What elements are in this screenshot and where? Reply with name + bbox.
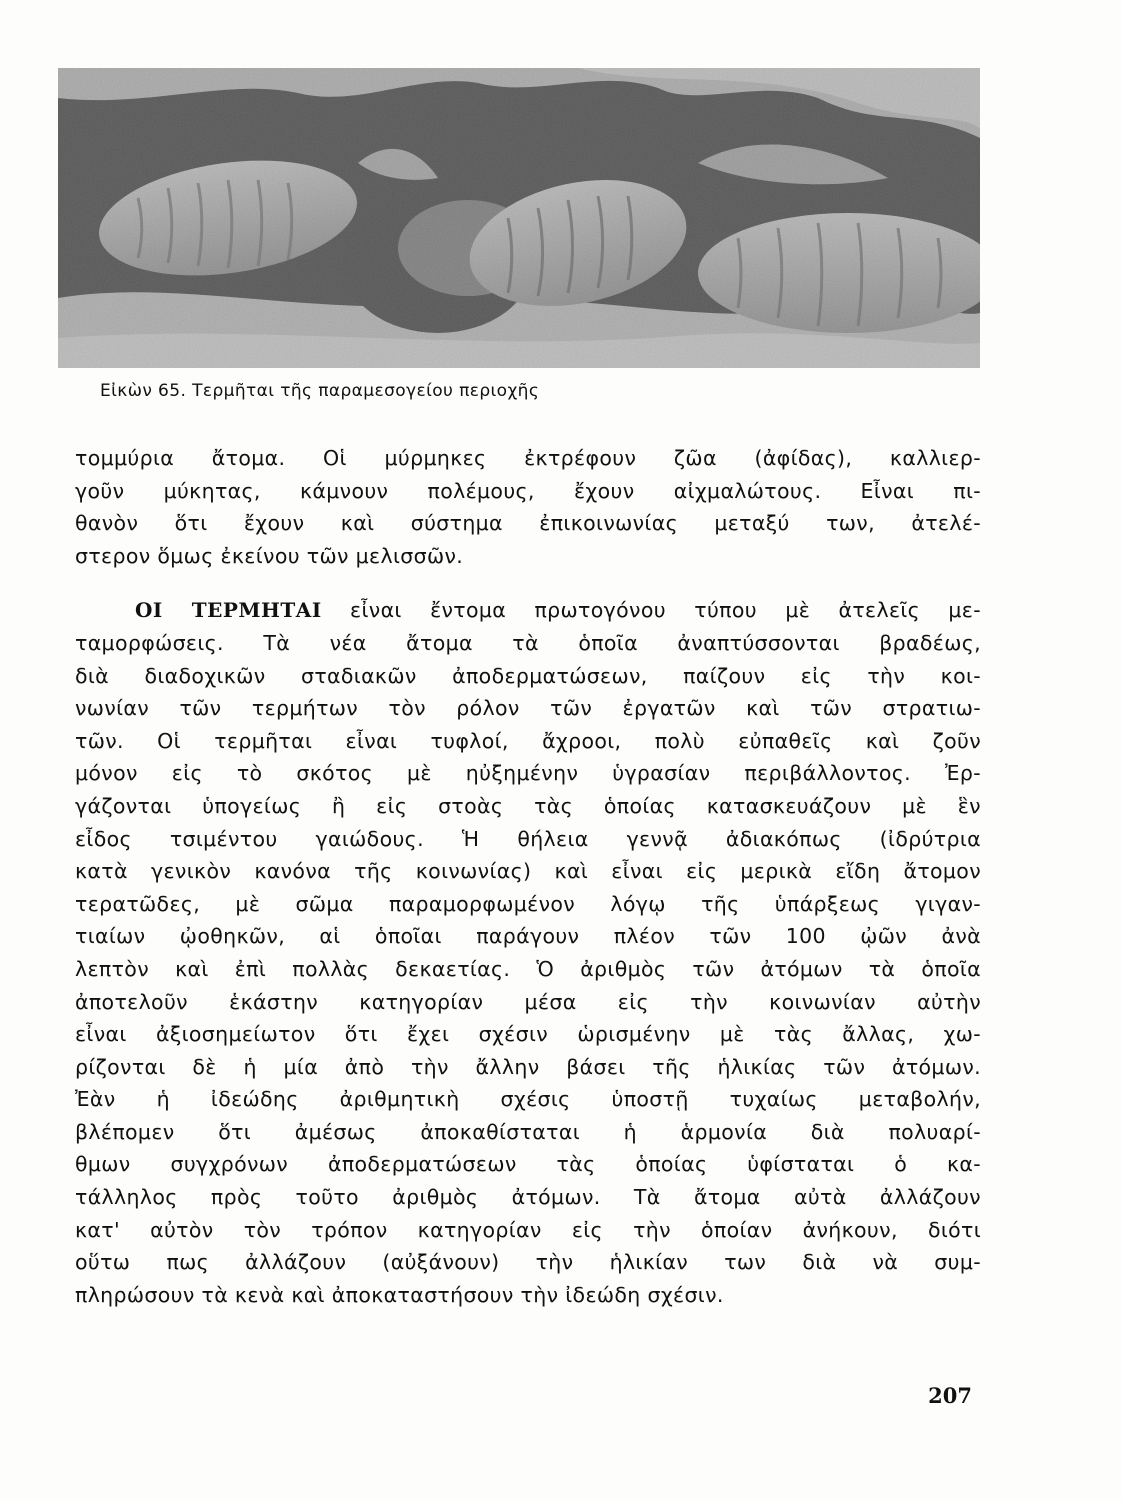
text-line: ταμορφώσεις. Τὰ νέα ἄτομα τὰ ὁποῖα ἀναπτύσσονται βραδέως, (75, 630, 981, 655)
text-line: θανὸν ὅτι ἔχουν καὶ σύστημα ἐπικοινωνίας μεταξύ των, ἀτελέ- (75, 511, 981, 536)
text-line: λεπτὸν καὶ ἐπὶ πολλὰς δεκαετίας. Ὁ ἀριθμὸς τῶν ἀτόμων τὰ ὁποῖα (75, 956, 981, 981)
text-line: πληρώσουν τὰ κενὰ καὶ ἀποκαταστήσουν τὴν ἰδεώδη σχέσιν. (75, 1282, 724, 1307)
text-line: τῶν. Οἱ τερμῆται εἶναι τυφλοί, ἄχροοι, πολὺ εὐπαθεῖς καὶ ζοῦν (75, 728, 981, 753)
text-line: γάζονται ὑπογείως ἢ εἰς στοὰς τὰς ὁποίας κατασκευάζουν μὲ ἓν (75, 793, 981, 818)
text-line: τάλληλος πρὸς τοῦτο ἀριθμὸς ἀτόμων. Τὰ ἄτομα αὐτὰ ἀλλάζουν (75, 1185, 981, 1210)
text-line: τομμύρια ἄτομα. Οἱ μύρμηκες ἐκτρέφουν ζῶα (ἀφίδας), καλλιερ- (75, 446, 981, 470)
text-line: μόνον εἰς τὸ σκότος μὲ ηὐξημένην ὑγρασίαν περιβάλλοντος. Ἐρ- (75, 761, 981, 786)
paragraph-gap (75, 572, 981, 594)
text-line: τιαίων ᾠοθηκῶν, αἱ ὁποῖαι παράγουν πλέον τῶν 100 ᾠῶν ἀνὰ (75, 924, 981, 949)
section-heading: ΟΙ ΤΕΡΜΗΤΑΙ (135, 598, 322, 623)
body-text (75, 442, 981, 1311)
figure-caption: Εἰκὼν 65. Τερμῆται τῆς παραμεσογείου περιοχῆς (100, 381, 540, 401)
text-line: εἶναι ἀξιοσημείωτον ὅτι ἔχει σχέσιν ὡρισμένην μὲ τὰς ἄλλας, χω- (75, 1022, 981, 1047)
text-line: κατὰ γενικὸν κανόνα τῆς κοινωνίας) καὶ εἶναι εἰς μερικὰ εἴδη ἄτομον (75, 859, 981, 884)
text-line: νωνίαν τῶν τερμήτων τὸν ρόλον τῶν ἐργατῶν καὶ τῶν στρατιω- (75, 696, 981, 721)
text-line: εἶδος τσιμέντου γαιώδους. Ἡ θήλεια γεννᾷ ἀδιακόπως (ἰδρύτρια (75, 826, 981, 851)
text-line: στερον ὅμως ἐκείνου τῶν μελισσῶν. (75, 543, 464, 568)
figure-photo (58, 68, 980, 368)
text-line (75, 594, 981, 627)
text-line: τερατῶδες, μὲ σῶμα παραμορφωμένον λόγῳ τῆς ὑπάρξεως γιγαν- (75, 891, 981, 916)
page-number: 207 (928, 1383, 972, 1408)
termites-photo-icon (58, 68, 980, 368)
heading-line-rest: εἶναι ἔντομα πρωτογόνου τύπου μὲ ἀτελεῖς με- (350, 598, 981, 623)
text-line: γοῦν μύκητας, κάμνουν πολέμους, ἔχουν αἰχμαλώτους. Εἶναι πι- (75, 478, 981, 503)
text-line: διὰ διαδοχικῶν σταδιακῶν ἀποδερματώσεων, παίζουν εἰς τὴν κοι- (75, 663, 981, 688)
text-line: ἀποτελοῦν ἑκάστην κατηγορίαν μέσα εἰς τὴν κοινωνίαν αὐτὴν (75, 989, 981, 1014)
text-line: θμων συγχρόνων ἀποδερματώσεων τὰς ὁποίας ὑφίσταται ὁ κα- (75, 1152, 981, 1177)
text-line: Ἐὰν ἡ ἰδεώδης ἀριθμητικὴ σχέσις ὑποστῇ τυχαίως μεταβολήν, (75, 1087, 981, 1112)
text-line: ρίζονται δὲ ἡ μία ἀπὸ τὴν ἄλλην βάσει τῆς ἡλικίας τῶν ἀτόμων. (75, 1054, 981, 1079)
paragraph-2 (75, 594, 981, 1311)
paragraph-1 (75, 442, 981, 572)
text-line: κατ' αὐτὸν τὸν τρόπον κατηγορίαν εἰς τὴν ὁποίαν ἀνήκουν, διότι (75, 1217, 981, 1242)
text-line: βλέπομεν ὅτι ἀμέσως ἀποκαθίσταται ἡ ἁρμονία διὰ πολυαρί- (75, 1119, 981, 1144)
text-line: οὕτω πως ἀλλάζουν (αὐξάνουν) τὴν ἡλικίαν των διὰ νὰ συμ- (75, 1250, 981, 1275)
